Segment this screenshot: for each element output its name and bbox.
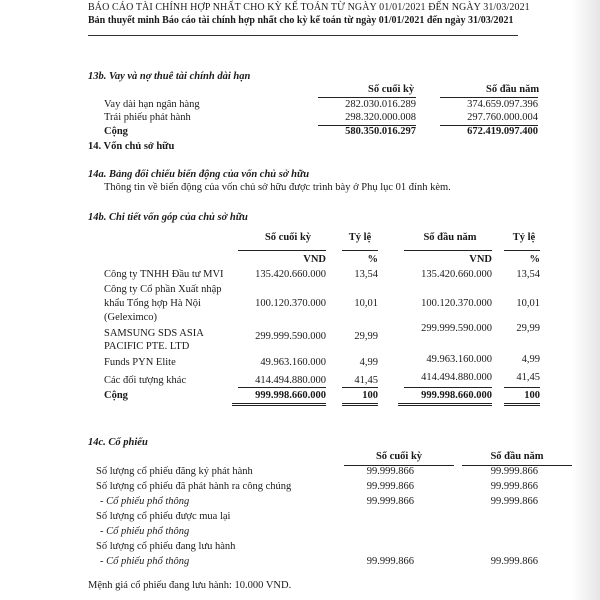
- s14b-row-label: khẩu Tổng hợp Hà Nội: [104, 298, 201, 309]
- s13b-col-begin-underline: [440, 97, 538, 98]
- s14b-row-end: 49.963.160.000: [260, 357, 326, 368]
- s14b-total-double-line: [232, 403, 326, 406]
- s13b-row-end: 298.320.000.008: [345, 112, 416, 123]
- s14b-total-ratio1: 100: [362, 390, 378, 401]
- s14c-row-label: Số lượng cổ phiếu được mua lại: [96, 511, 231, 522]
- s14b-total-double-line: [504, 403, 540, 406]
- s14c-row-end: 99.999.866: [366, 556, 414, 567]
- s14b-row-label: (Geleximco): [104, 312, 158, 323]
- section-14a-title: 14a. Bảng đối chiếu biến động của vốn chủ sở hữu: [88, 169, 310, 180]
- s14c-row-begin: 99.999.866: [490, 466, 538, 477]
- s14b-row-label: Các đối tượng khác: [104, 375, 187, 386]
- section-14c-title: 14c. Cổ phiếu: [88, 437, 148, 448]
- s13b-col-end-underline: [318, 97, 416, 98]
- s14b-row-end: 299.999.590.000: [255, 331, 326, 342]
- s13b-row-label: Trái phiếu phát hành: [104, 112, 191, 123]
- s14b-total-double-line: [342, 403, 378, 406]
- s14b-row-begin: 299.999.590.000: [421, 323, 492, 334]
- s14b-col-ratio2-header: Tỷ lệ: [512, 232, 536, 243]
- header-rule: [88, 35, 518, 36]
- s14b-total-double-line: [398, 403, 492, 406]
- s14b-row-ratio1: 41,45: [354, 375, 378, 386]
- s14b-total-ratio2: 100: [524, 390, 540, 401]
- s14b-unit-vnd: VND: [469, 254, 492, 265]
- s14c-row-end: 99.999.866: [366, 496, 414, 507]
- s14b-unit-pct: %: [529, 254, 540, 265]
- s14c-row-begin: 99.999.866: [490, 556, 538, 567]
- s14c-row-end: 99.999.866: [366, 481, 414, 492]
- s13b-row-begin: 374.659.097.396: [467, 99, 538, 110]
- s14b-row-ratio2: 13,54: [516, 269, 540, 280]
- page-edge-shadow: [572, 0, 600, 600]
- s14b-row-ratio2: 4,99: [521, 354, 540, 365]
- s14b-row-ratio2: 10,01: [516, 298, 540, 309]
- s13b-total-begin: 672.419.097.400: [467, 126, 538, 137]
- s14b-total-begin: 999.998.660.000: [421, 390, 492, 401]
- s14b-row-begin: 135.420.660.000: [421, 269, 492, 280]
- s14c-row-label: - Cổ phiếu phổ thông: [100, 556, 190, 567]
- s13b-row-begin: 297.760.000.004: [467, 112, 538, 123]
- s14c-col-begin-header: Số đầu năm: [490, 451, 544, 462]
- s14b-total-end: 999.998.660.000: [255, 390, 326, 401]
- s14c-col-end-header: Số cuối kỳ: [375, 451, 423, 462]
- report-header-subtitle: Bản thuyết minh Báo cáo tài chính hợp nhất cho kỳ kế toán từ ngày 01/01/2021 đến ngày 31/03/2021: [88, 15, 514, 26]
- s14b-row-end: 135.420.660.000: [255, 269, 326, 280]
- s14b-col-end-header: Số cuối kỳ: [264, 232, 312, 243]
- s14b-row-label: SAMSUNG SDS ASIA: [104, 328, 204, 339]
- s14b-subtotal-line: [504, 387, 540, 388]
- s13b-col-end-header: Số cuối kỳ: [368, 84, 415, 95]
- s14b-row-begin: 100.120.370.000: [421, 298, 492, 309]
- s14b-col-begin-header: Số đầu năm: [423, 232, 477, 243]
- s14b-row-ratio1: 13,54: [354, 269, 378, 280]
- s14c-row-label: Số lượng cổ phiếu đăng ký phát hành: [96, 466, 253, 477]
- s14b-header-underline: [404, 250, 492, 251]
- s14c-row-begin: 99.999.866: [490, 496, 538, 507]
- s14b-unit-vnd: VND: [303, 254, 326, 265]
- s14b-unit-pct: %: [367, 254, 378, 265]
- s14b-total-label: Cộng: [104, 390, 128, 401]
- s14b-subtotal-line: [404, 387, 492, 388]
- s14b-row-ratio2: 29,99: [516, 323, 540, 334]
- s14c-row-label: - Cổ phiếu phổ thông: [100, 496, 190, 507]
- s14b-subtotal-line: [342, 387, 378, 388]
- section-14b-title: 14b. Chi tiết vốn góp của chủ sở hữu: [88, 212, 248, 223]
- s14b-row-label: Funds PYN Elite: [104, 357, 176, 368]
- s14b-row-ratio1: 29,99: [354, 331, 378, 342]
- s13b-row-end: 282.030.016.289: [345, 99, 416, 110]
- s14b-subtotal-line: [238, 387, 326, 388]
- s14b-col-ratio1-header: Tỷ lệ: [348, 232, 372, 243]
- s14b-row-label: PACIFIC PTE. LTD: [104, 341, 190, 352]
- s14b-row-end: 100.120.370.000: [255, 298, 326, 309]
- s14b-header-underline: [504, 250, 540, 251]
- s14c-note: Mệnh giá cổ phiếu đang lưu hành: 10.000 VND.: [88, 580, 292, 591]
- s14b-row-end: 414.494.880.000: [255, 375, 326, 386]
- s14b-row-ratio1: 4,99: [359, 357, 378, 368]
- s13b-total-end: 580.350.016.297: [345, 126, 416, 137]
- s13b-total-label: Cộng: [104, 126, 128, 137]
- s13b-col-begin-header: Số đầu năm: [486, 84, 540, 95]
- s14c-row-end: 99.999.866: [366, 466, 414, 477]
- s14b-row-label: Công ty TNHH Đầu tư MVI: [104, 269, 224, 280]
- s14b-row-ratio1: 10,01: [354, 298, 378, 309]
- s14b-row-ratio2: 41,45: [516, 372, 540, 383]
- s14c-row-begin: 99.999.866: [490, 481, 538, 492]
- section-13b-title: 13b. Vay và nợ thuê tài chính dài hạn: [88, 71, 251, 82]
- section-14a-text: Thông tin về biến động của vốn chủ sở hữu được trình bày ở Phụ lục 01 đính kèm.: [104, 182, 451, 193]
- s14b-row-label: Công ty Cổ phần Xuất nhập: [104, 284, 222, 295]
- s13b-row-label: Vay dài hạn ngân hàng: [104, 99, 200, 110]
- report-header-title: BÁO CÁO TÀI CHÍNH HỢP NHẤT CHO KỲ KẾ TOÁN TỪ NGÀY 01/01/2021 ĐẾN NGÀY 31/03/2021: [88, 2, 530, 13]
- section-14-title: 14. Vốn chủ sở hữu: [88, 141, 175, 152]
- s14c-row-label: - Cổ phiếu phổ thông: [100, 526, 190, 537]
- s14c-row-label: Số lượng cổ phiếu đã phát hành ra công chúng: [96, 481, 292, 492]
- s14c-row-label: Số lượng cổ phiếu đang lưu hành: [96, 541, 236, 552]
- s14b-header-underline: [238, 250, 326, 251]
- s14b-header-underline: [342, 250, 378, 251]
- s14b-row-begin: 414.494.880.000: [421, 372, 492, 383]
- s14b-row-begin: 49.963.160.000: [426, 354, 492, 365]
